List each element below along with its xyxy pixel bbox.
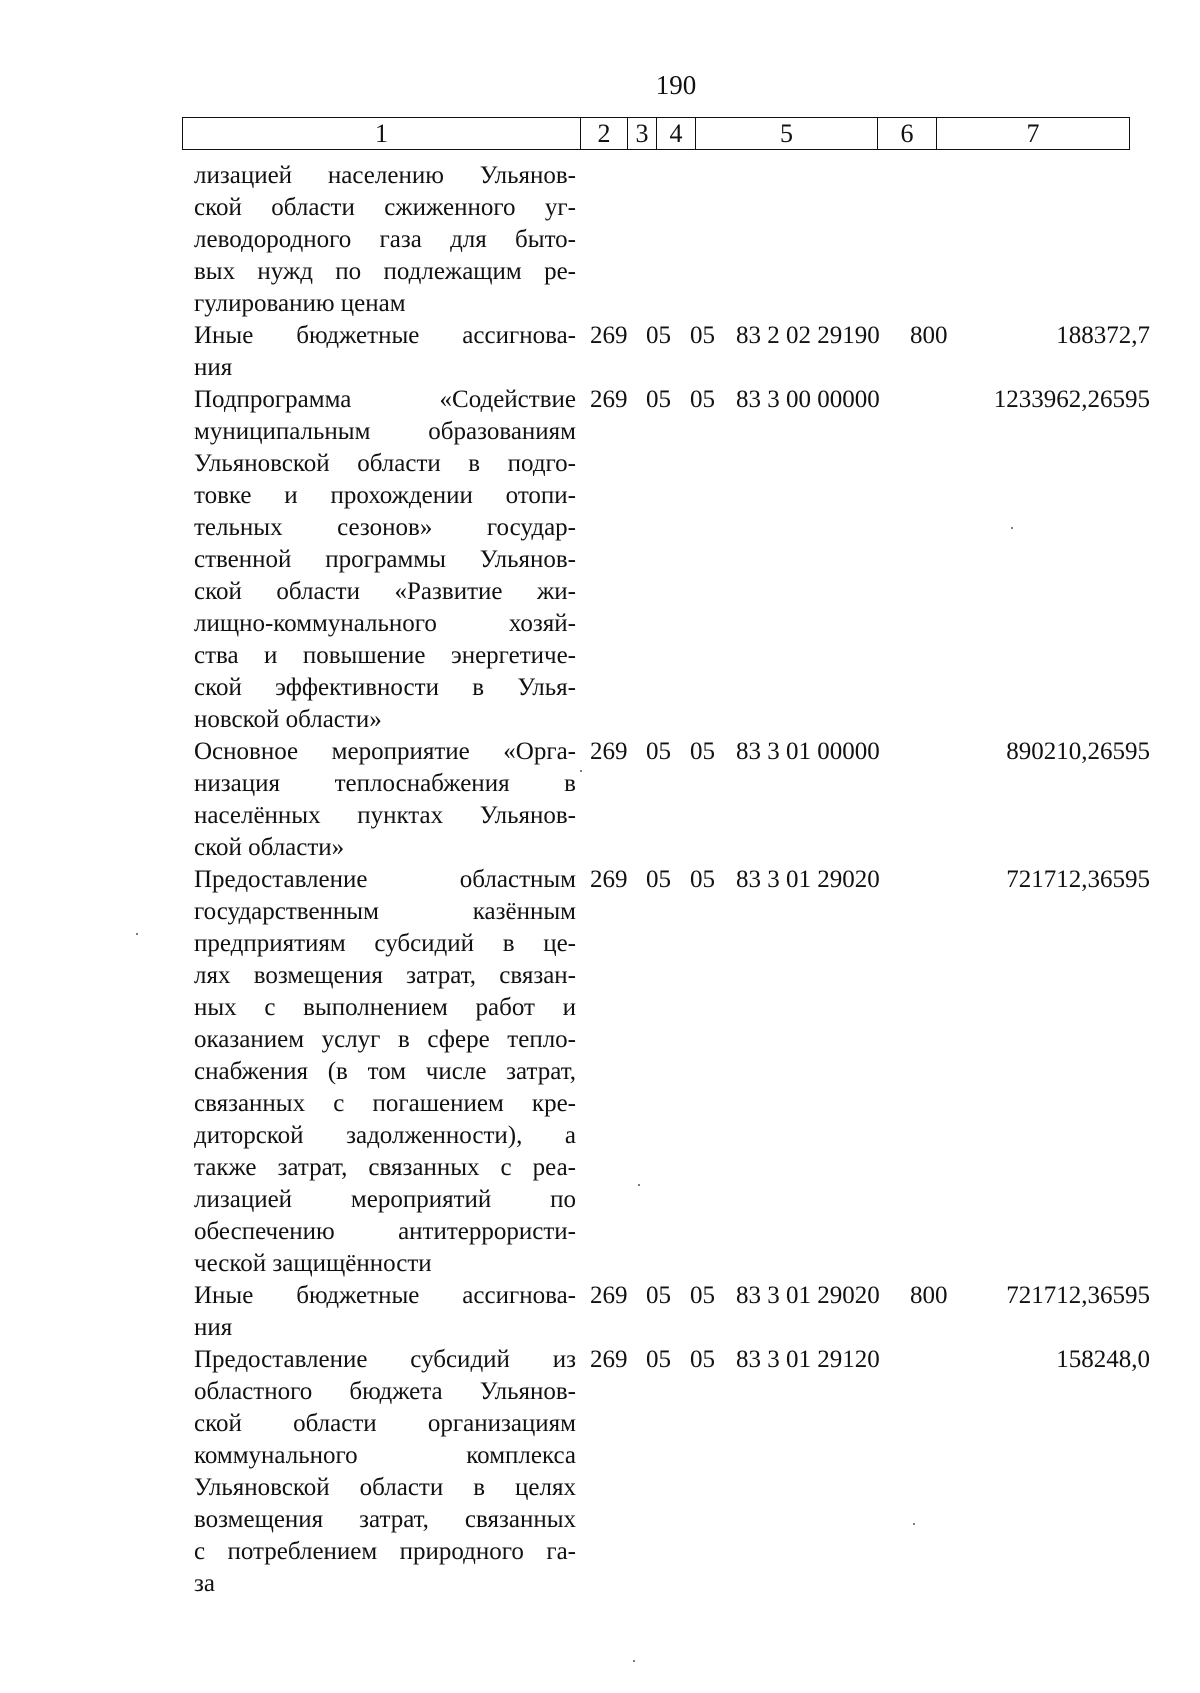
cell-column-7: 890210,26595 (1006, 738, 1150, 765)
cell-column-7: 158248,0 (1056, 1346, 1150, 1373)
scan-speck (580, 770, 582, 772)
scan-speck (1011, 527, 1013, 529)
description-line: лизацией мероприятий по (194, 1186, 576, 1213)
description-line: ния (194, 1314, 233, 1341)
cell-column-2: 269 (590, 1282, 628, 1309)
table-row (0, 864, 1200, 1280)
description-line: также затрат, связанных с реа- (194, 1154, 576, 1181)
description-line: лищно-коммунального хозяй- (194, 610, 576, 637)
description-line: Предоставление областным (194, 866, 576, 893)
page-number: 190 (655, 70, 697, 100)
budget-table-body (0, 160, 1200, 1600)
description-line: Ульяновской области в подго- (194, 450, 576, 477)
description-line: низация теплоснабжения в (194, 770, 576, 797)
cell-column-2: 269 (590, 386, 628, 413)
cell-column-2: 269 (590, 738, 628, 765)
description-line: ской области «Развитие жи- (194, 578, 576, 605)
column-header-6: 6 (878, 118, 937, 150)
cell-column-4: 05 (690, 738, 715, 765)
cell-column-5: 83 3 01 29120 (736, 1346, 880, 1373)
description-line: связанных с погашением кре- (194, 1090, 576, 1117)
description-line: коммунального комплекса (194, 1442, 576, 1469)
cell-column-5: 83 3 01 29020 (736, 866, 880, 893)
row-description (194, 384, 576, 736)
description-line: Ульяновской области в целях (194, 1474, 576, 1501)
description-line: леводородного газа для быто- (194, 226, 576, 253)
row-description (194, 160, 576, 320)
cell-column-7: 721712,36595 (1006, 1282, 1150, 1309)
description-line: новской области» (194, 706, 382, 733)
cell-column-3: 05 (646, 866, 671, 893)
cell-column-2: 269 (590, 866, 628, 893)
cell-column-3: 05 (646, 386, 671, 413)
description-line: областного бюджета Ульянов- (194, 1378, 576, 1405)
description-line: ных с выполнением работ и (194, 994, 576, 1021)
description-line: государственным казённым (194, 898, 576, 925)
description-line: диторской задолженности), а (194, 1122, 576, 1149)
cell-column-7: 1233962,26595 (993, 386, 1150, 413)
table-row (0, 320, 1200, 384)
cell-column-4: 05 (690, 386, 715, 413)
cell-column-5: 83 3 00 00000 (736, 386, 880, 413)
description-line: ственной программы Ульянов- (194, 546, 576, 573)
description-line: Иные бюджетные ассигнова- (194, 322, 576, 349)
description-line: ства и повышение энергетиче- (194, 642, 576, 669)
scan-speck (638, 1184, 640, 1186)
row-description (194, 1280, 576, 1344)
row-description (194, 736, 576, 864)
description-line: возмещения затрат, связанных (194, 1506, 576, 1533)
column-header-7: 7 (937, 118, 1130, 150)
description-line: вых нужд по подлежащим ре- (194, 258, 576, 285)
cell-column-4: 05 (690, 866, 715, 893)
description-line: ской области сжиженного уг- (194, 194, 576, 221)
description-line: ской эффективности в Улья- (194, 674, 576, 701)
cell-column-6: 800 (910, 322, 948, 349)
table-row (0, 384, 1200, 736)
description-line: лях возмещения затрат, связан- (194, 962, 576, 989)
description-line: ской области организациям (194, 1410, 576, 1437)
cell-column-2: 269 (590, 322, 628, 349)
description-line: лизацией населению Ульянов- (194, 162, 576, 189)
cell-column-3: 05 (646, 1346, 671, 1373)
description-line: за (194, 1570, 215, 1597)
cell-column-5: 83 2 02 29190 (736, 322, 880, 349)
column-header-4: 4 (657, 118, 696, 150)
description-line: ческой защищённости (194, 1250, 432, 1277)
cell-column-4: 05 (690, 322, 715, 349)
cell-column-2: 269 (590, 1346, 628, 1373)
description-line: тельных сезонов» государ- (194, 514, 576, 541)
row-description (194, 320, 576, 384)
description-line: оказанием услуг в сфере тепло- (194, 1026, 576, 1053)
column-header-3: 3 (628, 118, 657, 150)
scan-speck (913, 1523, 915, 1525)
cell-column-3: 05 (646, 322, 671, 349)
scan-speck (136, 933, 138, 935)
table-row (0, 1280, 1200, 1344)
row-description (194, 864, 576, 1280)
description-line: населённых пунктах Ульянов- (194, 802, 576, 829)
cell-column-3: 05 (646, 738, 671, 765)
description-line: с потреблением природного га- (194, 1538, 576, 1565)
column-header-5: 5 (696, 118, 878, 150)
description-line: предприятиям субсидий в це- (194, 930, 576, 957)
description-line: муниципальным образованиям (194, 418, 576, 445)
scan-speck (633, 1660, 635, 1662)
description-line: обеспечению антитеррористи- (194, 1218, 576, 1245)
description-line: гулированию ценам (194, 290, 406, 317)
description-line: ния (194, 354, 233, 381)
description-line: Предоставление субсидий из (194, 1346, 576, 1373)
description-line: товке и прохождении отопи- (194, 482, 576, 509)
cell-column-7: 721712,36595 (1006, 866, 1150, 893)
description-line: Подпрограмма «Содействие (194, 386, 576, 413)
cell-column-7: 188372,7 (1056, 322, 1150, 349)
cell-column-4: 05 (690, 1282, 715, 1309)
column-header-table (182, 117, 1130, 150)
description-line: ской области» (194, 834, 345, 861)
cell-column-5: 83 3 01 00000 (736, 738, 880, 765)
table-row (0, 736, 1200, 864)
cell-column-6: 800 (910, 1282, 948, 1309)
description-line: Иные бюджетные ассигнова- (194, 1282, 576, 1309)
row-description (194, 1344, 576, 1600)
cell-column-4: 05 (690, 1346, 715, 1373)
column-header-2: 2 (581, 118, 628, 150)
description-line: снабжения (в том числе затрат, (194, 1058, 576, 1085)
column-header-1: 1 (183, 118, 581, 150)
description-line: Основное мероприятие «Орга- (194, 738, 576, 765)
table-row (0, 160, 1200, 320)
table-row (0, 1344, 1200, 1600)
cell-column-3: 05 (646, 1282, 671, 1309)
cell-column-5: 83 3 01 29020 (736, 1282, 880, 1309)
